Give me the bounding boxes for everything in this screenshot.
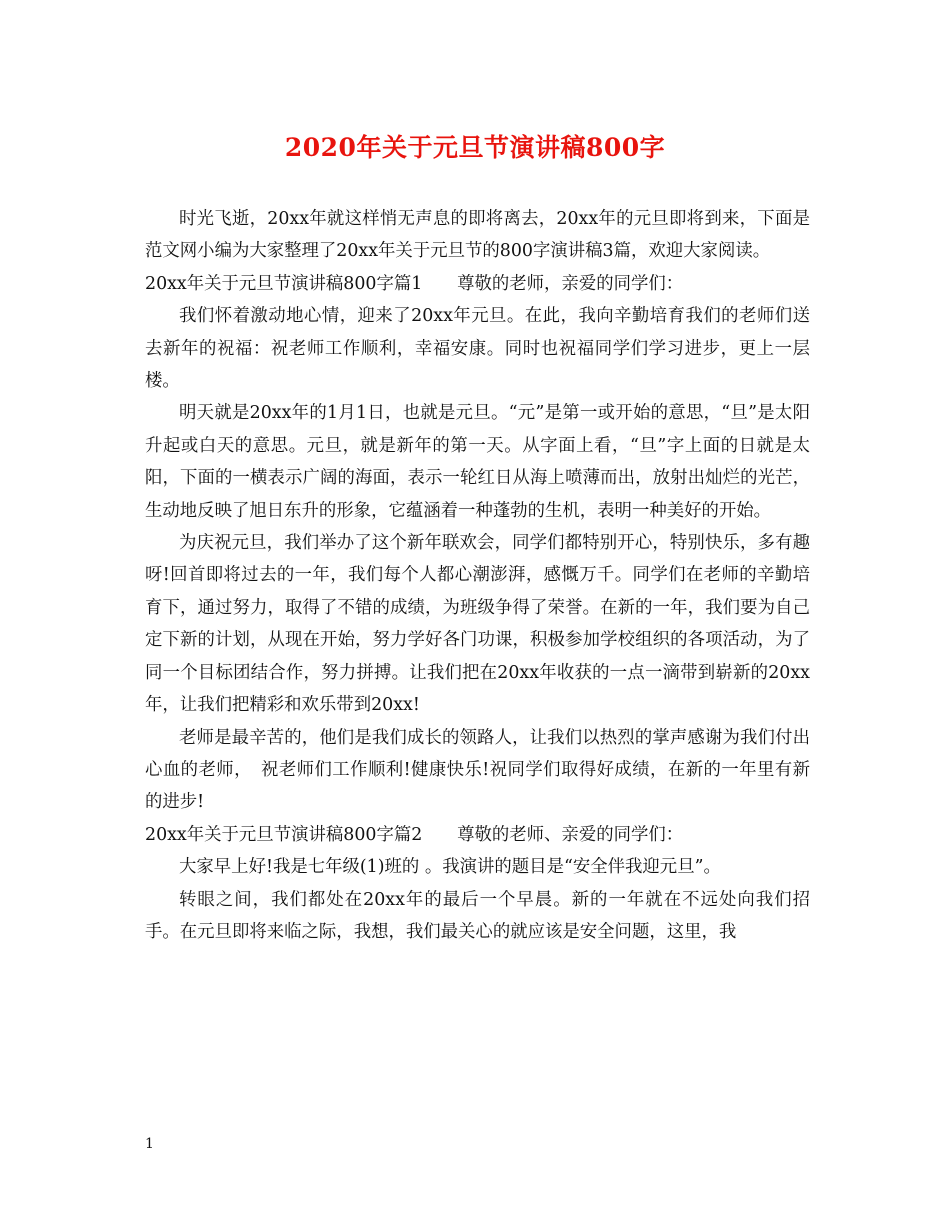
paragraph: 我们怀着激动地心情，迎来了20xx年元旦。在此，我向辛勤培育我们的老师们送去新年的祝福：祝老师工作顺利，幸福安康。同时也祝福同学们学习进步，更上一层楼。: [145, 306, 810, 392]
section-heading-2: 20xx年关于元旦节演讲稿800字篇2 尊敬的老师、亲爱的同学们：: [145, 824, 684, 845]
document-body: [145, 203, 810, 948]
section-heading-1: 20xx年关于元旦节演讲稿800字篇1 尊敬的老师，亲爱的同学们：: [145, 273, 684, 294]
paragraph-intro: 时光飞逝，20xx年就这样悄无声息的即将离去，20xx年的元旦即将到来，下面是范文网小编为大家整理了20xx年关于元旦节的800字演讲稿3篇，欢迎大家阅读。: [145, 209, 810, 262]
paragraph: 明天就是20xx年的1月1日，也就是元旦。“元”是第一或开始的意思，“旦”是太阳升起或白天的意思。元旦，就是新年的第一天。从字面上看，“旦”字上面的日就是太阳，下面的一横表示广阔的海面，表示一轮红日从海上喷薄而出，放射出灿烂的光芒，生动地反映了旭日东升的形象，它蕴涵着一种蓬勃的生机，表明一种美好的开始。: [145, 403, 810, 521]
paragraph: 大家早上好!我是七年级(1)班的 。我演讲的题目是“安全伴我迎元旦”。: [179, 857, 721, 878]
page-number: 1: [145, 1136, 154, 1152]
document-title: 2020年关于元旦节演讲稿800字: [284, 133, 666, 162]
paragraph: 老师是最辛苦的，他们是我们成长的领路人，让我们以热烈的掌声感谢为我们付出心血的老师， 祝老师们工作顺利!健康快乐!祝同学们取得好成绩，在新的一年里有新的进步!: [145, 727, 810, 813]
paragraph: 转眼之间，我们都处在20xx年的最后一个早晨。新的一年就在不远处向我们招手。在元旦即将来临之际，我想，我们最关心的就应该是安全问题，这里，我: [145, 889, 810, 942]
paragraph: 为庆祝元旦，我们举办了这个新年联欢会，同学们都特别开心，特别快乐，多有趣呀!回首即将过去的一年，我们每个人都心潮澎湃，感慨万千。同学们在老师的辛勤培育下，通过努力，取得了不错的成绩，为班级争得了荣誉。在新的一年，我们要为自己定下新的计划，从现在开始，努力学好各门功课，积极参加学校组织的各项活动，为了同一个目标团结合作，努力拼搏。让我们把在20xx年收获的一点一滴带到崭新的20xx年，让我们把精彩和欢乐带到20xx!: [145, 533, 810, 716]
